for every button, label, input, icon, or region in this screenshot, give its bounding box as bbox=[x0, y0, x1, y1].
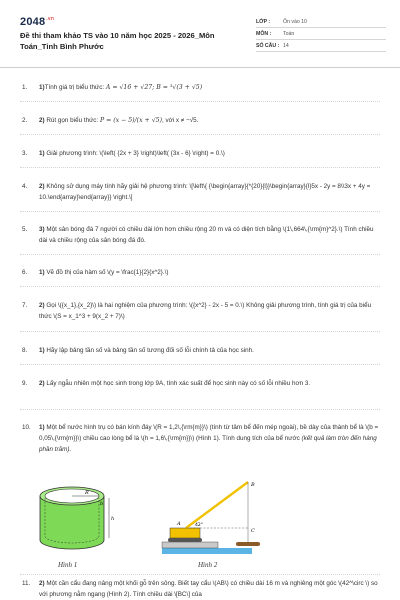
question-8: 8. 1) Hãy lập bảng tần số và bảng tần số tương đối số lỗi chính tả của học sinh. bbox=[22, 347, 254, 354]
question-divider bbox=[20, 409, 380, 410]
site-logo[interactable]: $2048^{.vn}$ bbox=[20, 16, 55, 28]
question-divider bbox=[20, 574, 380, 575]
meta-class: LỚP : Ôn vào 10 bbox=[256, 16, 386, 28]
question-divider bbox=[20, 254, 380, 255]
label-R: R bbox=[85, 490, 89, 496]
question-1: 1. 1)Tính giá trị biểu thức: A = √16 + √27; B = ³√(3 + √5) bbox=[22, 84, 203, 91]
question-divider bbox=[20, 134, 380, 135]
label-B: B bbox=[251, 482, 255, 488]
question-9: 9. 2) Lấy ngẫu nhiên một học sinh trong lớp 9A, tính xác suất để học sinh này có số lỗi nhiều hơn 3. bbox=[22, 380, 311, 387]
page-header bbox=[0, 0, 400, 64]
header-divider bbox=[0, 67, 400, 68]
question-4: 4. 2) Không sử dụng máy tính hãy giải hệ phương trình: \[\left\{ {\begin{array}{*{20}{l}}\begin{array}{l}5x - 2y = 8\\3x + 4y = 10.\end{array}\end{array}} \right.\] bbox=[22, 183, 371, 201]
question-divider bbox=[20, 286, 380, 287]
document-title: Đề thi tham khảo TS vào 10 năm học 2025 - 2026_Môn Toán_Tỉnh Bình Phước bbox=[20, 31, 215, 51]
question-divider bbox=[20, 167, 380, 168]
question-10: 10. 1) Một bể nước hình trụ có bán kính đáy \(R = 1,2\,{\rm{m}}\) (tính từ tâm bể đến mép ngoài), bề dày của thành bể là \(b = 0,05\,{\rm{m}}\) chiều cao lòng bể là \(h = 1,6\,{\rm{m}}\) (Hình 1). Tính dung tích của bể nước (kết quả làm tròn đến hàng phần trăm). bbox=[22, 424, 379, 453]
question-divider bbox=[20, 101, 380, 102]
figure-2-caption: Hình 2 bbox=[198, 561, 218, 569]
question-6: 6. 1) Vẽ đồ thị của hàm số \(y = \frac{1}{2}{x^2}.\) bbox=[22, 269, 169, 276]
meta-question-count: SỐ CÂU : 14 bbox=[256, 40, 386, 52]
label-A: A bbox=[177, 521, 181, 527]
meta-subject: MÔN : Toán bbox=[256, 28, 386, 40]
wood-log bbox=[236, 542, 260, 546]
crane-figure bbox=[162, 482, 260, 554]
figures-area bbox=[22, 478, 382, 570]
tank-figure bbox=[40, 487, 114, 549]
question-3: 3. 1) Giải phương trình: \(\left( {2x + 3} \right)\left( {3x - 6} \right) = 0.\) bbox=[22, 150, 225, 157]
question-7: 7. 2) Gọi \({x_1},{x_2}\) là hai nghiệm của phương trình: \({x^2} - 2x - 5 = 0.\) Không giải phương trình, tính giá trị của biểu thức \(S = x_1^3 + 9(x_2 + 7)\) bbox=[22, 302, 372, 320]
river-bank bbox=[162, 542, 218, 548]
question-divider bbox=[20, 364, 380, 365]
crane-cab bbox=[170, 528, 200, 538]
crane-track bbox=[168, 538, 202, 542]
crane-arm bbox=[186, 482, 248, 528]
figure-1-caption: Hình 1 bbox=[58, 561, 78, 569]
document-meta bbox=[256, 16, 386, 52]
river-water bbox=[162, 548, 252, 554]
label-h: h bbox=[111, 516, 115, 522]
question-divider bbox=[20, 211, 380, 212]
question-2: 2. 2) Rút gọn biểu thức: P = (x − 5)/(x + √5), với x ≠ −√5. bbox=[22, 117, 199, 124]
label-angle: 42° bbox=[195, 523, 203, 528]
question-11: 11. 2) Một cần cẩu đang nâng một khối gỗ trên sông. Biết tay cẩu \(AB\) có chiều dài 16 m và nghiêng một góc \(42^\circ \) so với phương nằm ngang (Hình 2). Tính chiều dài \[BC\] của bbox=[22, 580, 378, 598]
figures-svg bbox=[22, 478, 382, 570]
question-divider bbox=[20, 331, 380, 332]
label-C: C bbox=[251, 528, 255, 534]
label-b: b bbox=[100, 501, 104, 507]
question-5: 5. 3) Một sân bóng đá 7 người có chiều dài lớn hơn chiều rộng 20 m và có diện tích bằng \(1\,664\,{\rm{m}^2}.\) Tính chiều dài và chiều rộng của sân bóng đá đó. bbox=[22, 226, 374, 244]
